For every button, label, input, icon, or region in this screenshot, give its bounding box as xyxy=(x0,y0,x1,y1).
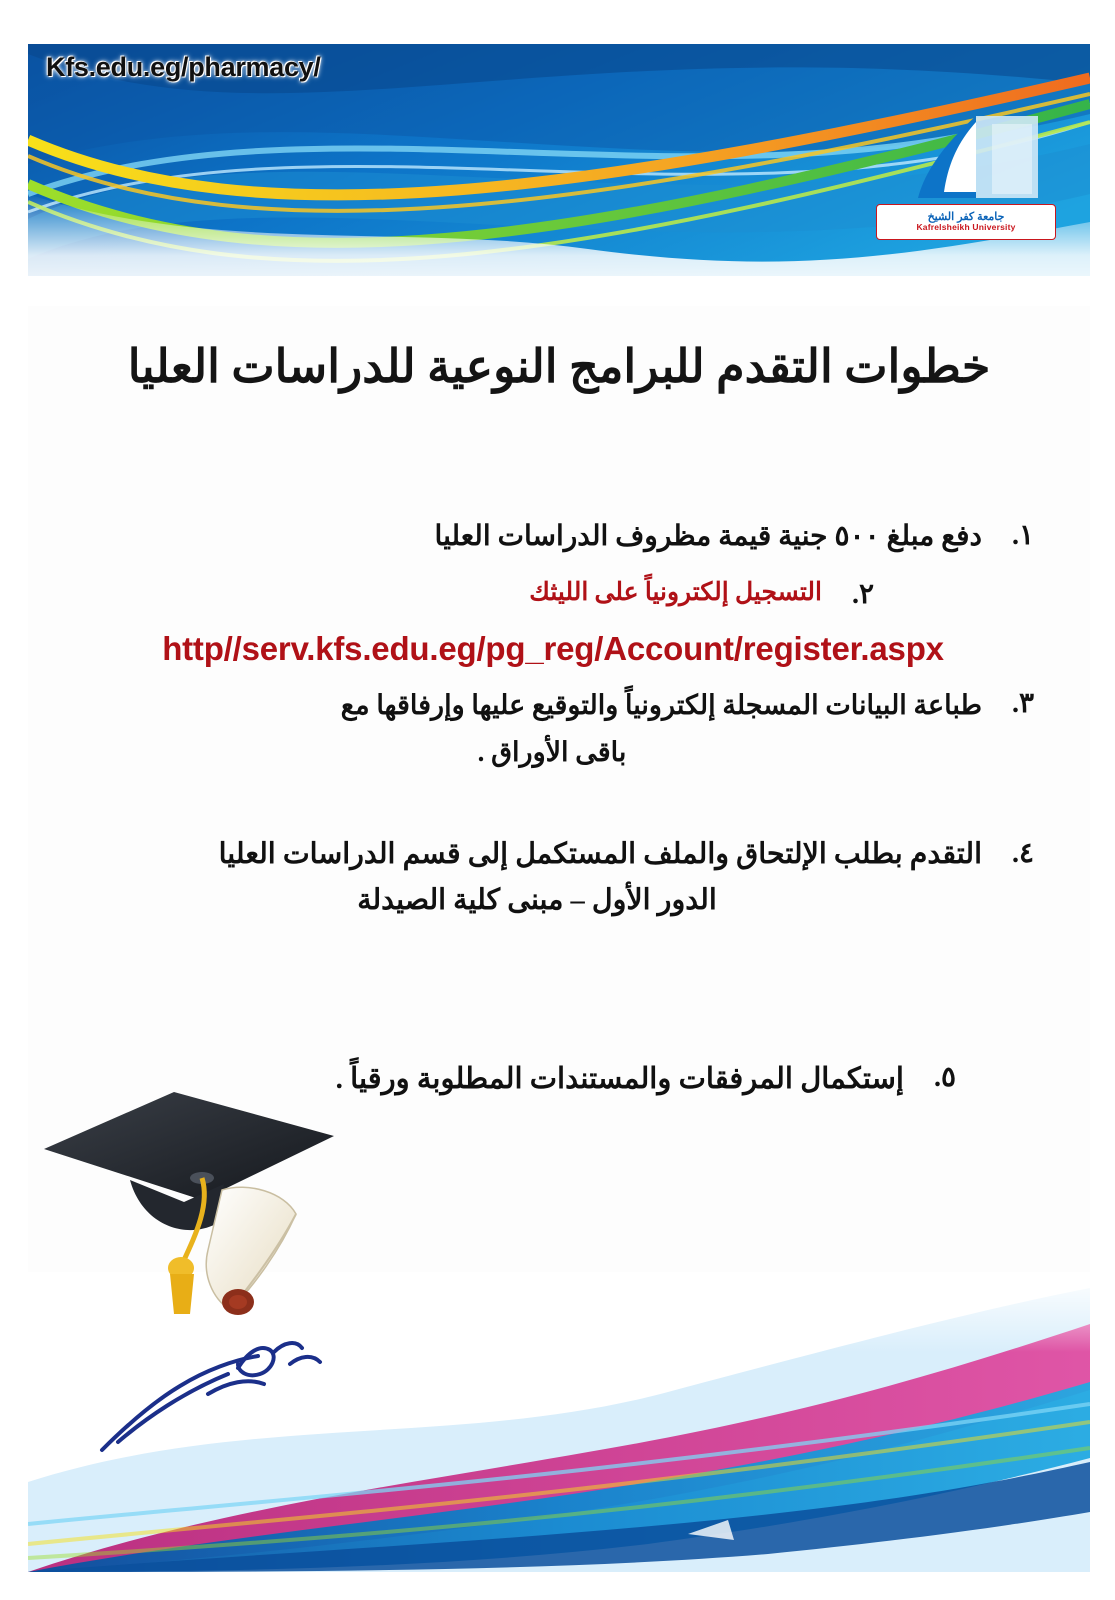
step-number-5: ٥. xyxy=(933,1061,956,1093)
step-number-1: ١. xyxy=(1011,520,1034,551)
steps-list xyxy=(28,514,1090,1115)
source-url-text: Kfs.edu.eg/pharmacy/ xyxy=(46,52,321,82)
step-text-5: إستكمال المرفقات والمستندات المطلوبة ورقياً . xyxy=(335,1062,904,1095)
step-number-3: ٣. xyxy=(1011,687,1034,719)
step-item-1 xyxy=(72,514,1034,559)
handwritten-signature xyxy=(88,1334,348,1474)
step-number-4: ٤. xyxy=(1011,838,1034,870)
step-item-2 xyxy=(72,573,1034,614)
page-title: خطوات التقدم للبرامج النوعية للدراسات العليا xyxy=(127,341,991,392)
logo-name-arabic: جامعة كفر الشيخ xyxy=(927,211,1005,224)
logo-name-english: Kafrelsheikh University xyxy=(916,222,1016,233)
step-text-2: التسجيل إلكترونياً على الليثك xyxy=(529,579,822,607)
step-text-1: دفع مبلغ ٥٠٠ جنية قيمة مظروف الدراسات العليا xyxy=(434,521,982,552)
registration-link[interactable]: http//serv.kfs.edu.eg/pg_reg/Account/register.aspx xyxy=(162,629,944,667)
step-text-3-line2: باقى الأوراق . xyxy=(477,737,627,768)
step-text-4-line1: التقدم بطلب الإلتحاق والملف المستكمل إلى قسم الدراسات العليا xyxy=(218,839,982,871)
logo-nameplate xyxy=(876,204,1056,240)
step-item-3 xyxy=(72,682,1034,777)
step-number-2: ٢. xyxy=(851,579,874,611)
step-text-4-line2: الدور الأول – مبنى كلية الصيدلة xyxy=(357,884,717,916)
step-text-3 xyxy=(82,682,982,777)
university-logo xyxy=(872,112,1056,240)
scanned-sheet xyxy=(28,44,1090,1572)
step-text-4 xyxy=(72,832,982,923)
step-item-4 xyxy=(72,832,1034,923)
step-text-3-line1: طباعة البيانات المسجلة إلكترونياً والتوقيع عليها وإرفاقها مع xyxy=(340,689,982,720)
graduation-cap-illustration xyxy=(34,1074,364,1324)
